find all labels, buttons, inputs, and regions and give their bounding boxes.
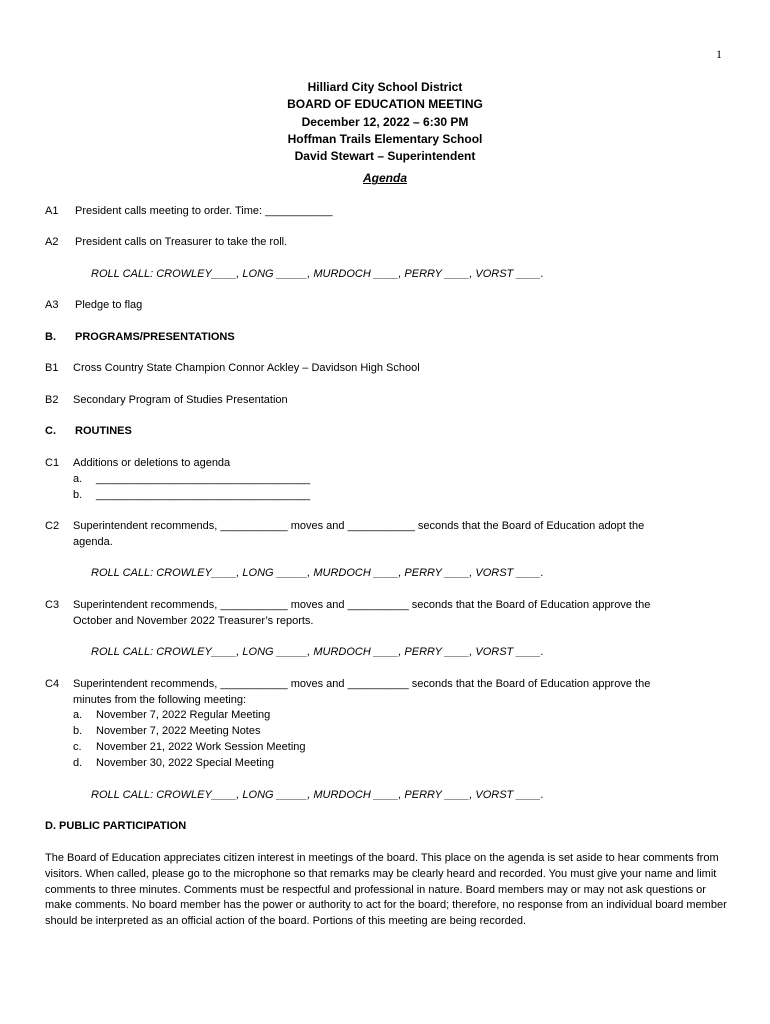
c4-sub-letter-c: c. xyxy=(73,741,82,753)
item-text-c2-line1: Superintendent recommends, ___________ moves and ___________ seconds that the Board of Education adopt the xyxy=(73,520,645,532)
superintendent-name: David Stewart – Superintendent xyxy=(294,149,476,164)
meeting-location: Hoffman Trails Elementary School xyxy=(287,131,483,146)
section-title-routines: ROUTINES xyxy=(75,425,132,437)
roll-call-c4: ROLL CALL: CROWLEY____, LONG _____, MURDOCH ____, PERRY ____, VORST ____. xyxy=(91,789,544,801)
c4-sub-text-b: November 7, 2022 Meeting Notes xyxy=(96,725,261,737)
item-text-c2-line2: agenda. xyxy=(73,536,113,548)
item-code-c2: C2 xyxy=(45,520,60,532)
item-code-b2: B2 xyxy=(45,394,59,406)
item-code-c1: C1 xyxy=(45,457,60,469)
document-header xyxy=(0,79,770,188)
meeting-date: December 12, 2022 – 6:30 PM xyxy=(301,114,469,129)
item-text-b2: Secondary Program of Studies Presentation xyxy=(73,394,288,406)
item-text-c4-line1: Superintendent recommends, ___________ moves and __________ seconds that the Board of Education approve the xyxy=(73,678,651,690)
meeting-title: BOARD OF EDUCATION MEETING xyxy=(287,97,483,112)
c1-sub-letter-a: a. xyxy=(73,473,83,485)
item-text-a2: President calls on Treasurer to take the roll. xyxy=(75,236,288,248)
roll-call-c3: ROLL CALL: CROWLEY____, LONG _____, MURDOCH ____, PERRY ____, VORST ____. xyxy=(91,646,544,658)
section-code-c: C. xyxy=(45,425,56,437)
c4-sub-text-d: November 30, 2022 Special Meeting xyxy=(96,757,274,769)
public-participation-paragraph: The Board of Education appreciates citizen interest in meetings of the board. This place on the agenda is set aside to hear comments from visitors. When called, please go to the microphone so that remarks may be clearly heard and recorded. You must give your name and limit comments to three minutes. Comments must be respectful and professional in nature. Board members may or may not ask questions or make comments. No board member has the power or authority to act for the board; therefore, no response from an individual board member should be interpreted as an official action of the board. Portions of this meeting are being recorded. xyxy=(45,852,727,928)
section-title-public-participation: D. PUBLIC PARTICIPATION xyxy=(45,820,187,832)
c1-sub-letter-b: b. xyxy=(73,489,83,501)
c4-sub-text-a: November 7, 2022 Regular Meeting xyxy=(96,709,271,721)
item-text-a1: President calls meeting to order. Time: ___________ xyxy=(75,205,333,217)
item-code-a3: A3 xyxy=(45,299,59,311)
c4-sub-letter-d: d. xyxy=(73,757,83,769)
page-number: 1 xyxy=(716,47,722,61)
section-title-programs: PROGRAMS/PRESENTATIONS xyxy=(75,331,235,343)
roll-call-c2: ROLL CALL: CROWLEY____, LONG _____, MURDOCH ____, PERRY ____, VORST ____. xyxy=(91,567,544,579)
item-text-b1: Cross Country State Champion Connor Ackley – Davidson High School xyxy=(73,362,420,374)
item-text-a3: Pledge to flag xyxy=(75,299,143,311)
c1-sub-blank-b: ___________________________________ xyxy=(96,489,311,501)
item-text-c4-line2: minutes from the following meeting: xyxy=(73,694,247,706)
section-code-b: B. xyxy=(45,331,56,343)
c1-sub-blank-a: ___________________________________ xyxy=(96,473,311,485)
roll-call-a2: ROLL CALL: CROWLEY____, LONG _____, MURDOCH ____, PERRY ____, VORST ____. xyxy=(91,268,544,280)
agenda-title: Agenda xyxy=(362,171,407,186)
item-code-a2: A2 xyxy=(45,236,59,248)
district-name: Hilliard City School District xyxy=(307,80,463,94)
item-code-c3: C3 xyxy=(45,599,60,611)
item-code-b1: B1 xyxy=(45,362,59,374)
item-text-c3-line1: Superintendent recommends, ___________ moves and __________ seconds that the Board of Education approve the xyxy=(73,599,651,611)
c4-sub-letter-b: b. xyxy=(73,725,83,737)
item-text-c3-line2: October and November 2022 Treasurer’s reports. xyxy=(73,615,314,627)
item-code-a1: A1 xyxy=(45,205,59,217)
c4-sub-text-c: November 21, 2022 Work Session Meeting xyxy=(96,741,306,753)
item-code-c4: C4 xyxy=(45,678,60,690)
c4-sub-letter-a: a. xyxy=(73,709,83,721)
item-text-c1: Additions or deletions to agenda xyxy=(73,457,231,469)
